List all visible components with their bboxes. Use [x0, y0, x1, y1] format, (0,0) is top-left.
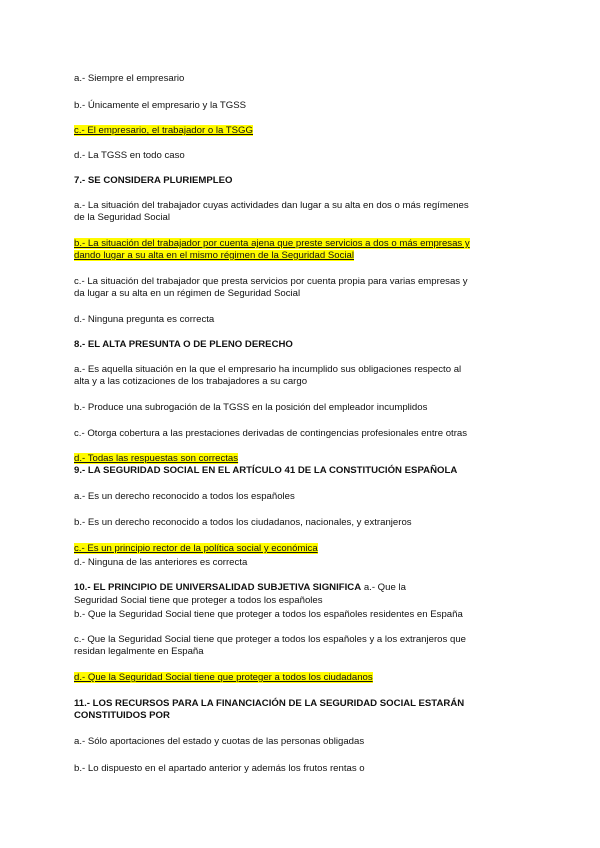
- highlighted-answer: b.- La situación del trabajador por cuenta ajena que preste servicios a dos o más empresas y: [74, 238, 470, 249]
- q11-title-line2: CONSTITUIDOS POR: [74, 710, 170, 721]
- q7-option-c-line2: da lugar a su alta en un régimen de Seguridad Social: [74, 288, 301, 299]
- q10-title-line: [74, 582, 474, 594]
- highlighted-answer: dando lugar a su alta en el mismo régimen de la Seguridad Social: [74, 250, 354, 261]
- q11-option-a: a.- Sólo aportaciones del estado y cuotas de las personas obligadas: [74, 736, 365, 747]
- q9-title: 9.- LA SEGURIDAD SOCIAL EN EL ARTÍCULO 41 DE LA CONSTITUCIÓN ESPAÑOLA: [74, 465, 458, 476]
- q8-title: 8.- EL ALTA PRESUNTA O DE PLENO DERECHO: [74, 339, 293, 350]
- q10-option-c-line1: c.- Que la Seguridad Social tiene que proteger a todos los españoles y a los extranjeros que: [74, 634, 466, 645]
- q6-option-a: a.- Siempre el empresario: [74, 73, 185, 84]
- q8-option-d-correct: [74, 453, 474, 465]
- q7-option-b-correct-line2: [74, 250, 474, 262]
- q7-title: 7.- SE CONSIDERA PLURIEMPLEO: [74, 175, 233, 186]
- q8-option-a-line1: a.- Es aquella situación en la que el empresario ha incumplido sus obligaciones respecto al: [74, 364, 462, 375]
- q7-option-c-line1: c.- La situación del trabajador que presta servicios por cuenta propia para varias empresas y: [74, 276, 468, 287]
- highlighted-answer: c.- El empresario, el trabajador o la TSGG: [74, 125, 253, 136]
- q6-option-c-correct: [74, 125, 474, 137]
- q9-option-d: d.- Ninguna de las anteriores es correcta: [74, 557, 248, 568]
- q10-option-c-line2: residan legalmente en España: [74, 646, 204, 657]
- q11-title-line1: 11.- LOS RECURSOS PARA LA FINANCIACIÓN DE LA SEGURIDAD SOCIAL ESTARÁN: [74, 698, 465, 709]
- q8-option-b: b.- Produce una subrogación de la TGSS en la posición del empleador incumplidos: [74, 402, 428, 413]
- q7-option-a-line2: de la Seguridad Social: [74, 212, 171, 223]
- q11-option-b: b.- Lo dispuesto en el apartado anterior y además los frutos rentas o: [74, 763, 365, 774]
- q10-option-d-correct: [74, 672, 474, 684]
- highlighted-answer: d.- Que la Seguridad Social tiene que proteger a todos los ciudadanos: [74, 672, 373, 683]
- q10-option-b: b.- Que la Seguridad Social tiene que proteger a todos los españoles residentes en España: [74, 609, 463, 620]
- q7-option-a-line1: a.- La situación del trabajador cuyas actividades dan lugar a su alta en dos o más regímenes: [74, 200, 469, 211]
- highlighted-answer: d.- Todas las respuestas son correctas: [74, 453, 239, 464]
- q6-option-b: b.- Únicamente el empresario y la TGSS: [74, 100, 247, 111]
- q7-option-d: d.- Ninguna pregunta es correcta: [74, 314, 215, 325]
- q8-option-c: c.- Otorga cobertura a las prestaciones derivadas de contingencias profesionales entre otras: [74, 428, 468, 439]
- highlighted-answer: c.- Es un principio rector de la política social y económica: [74, 543, 318, 554]
- q6-option-d: d.- La TGSS en todo caso: [74, 150, 185, 161]
- q9-option-a: a.- Es un derecho reconocido a todos los españoles: [74, 491, 295, 502]
- q9-option-c-correct: [74, 543, 474, 555]
- q10-option-a-line2: Seguridad Social tiene que proteger a todos los españoles: [74, 595, 323, 606]
- q10-option-a-start: a.- Que la: [361, 582, 406, 593]
- q8-option-a-line2: alta y a las cotizaciones de los trabajadores a su cargo: [74, 376, 308, 387]
- q9-option-b: b.- Es un derecho reconocido a todos los ciudadanos, nacionales, y extranjeros: [74, 517, 412, 528]
- q10-title: 10.- EL PRINCIPIO DE UNIVERSALIDAD SUBJETIVA SIGNIFICA: [74, 582, 362, 593]
- q7-option-b-correct-line1: [74, 238, 474, 250]
